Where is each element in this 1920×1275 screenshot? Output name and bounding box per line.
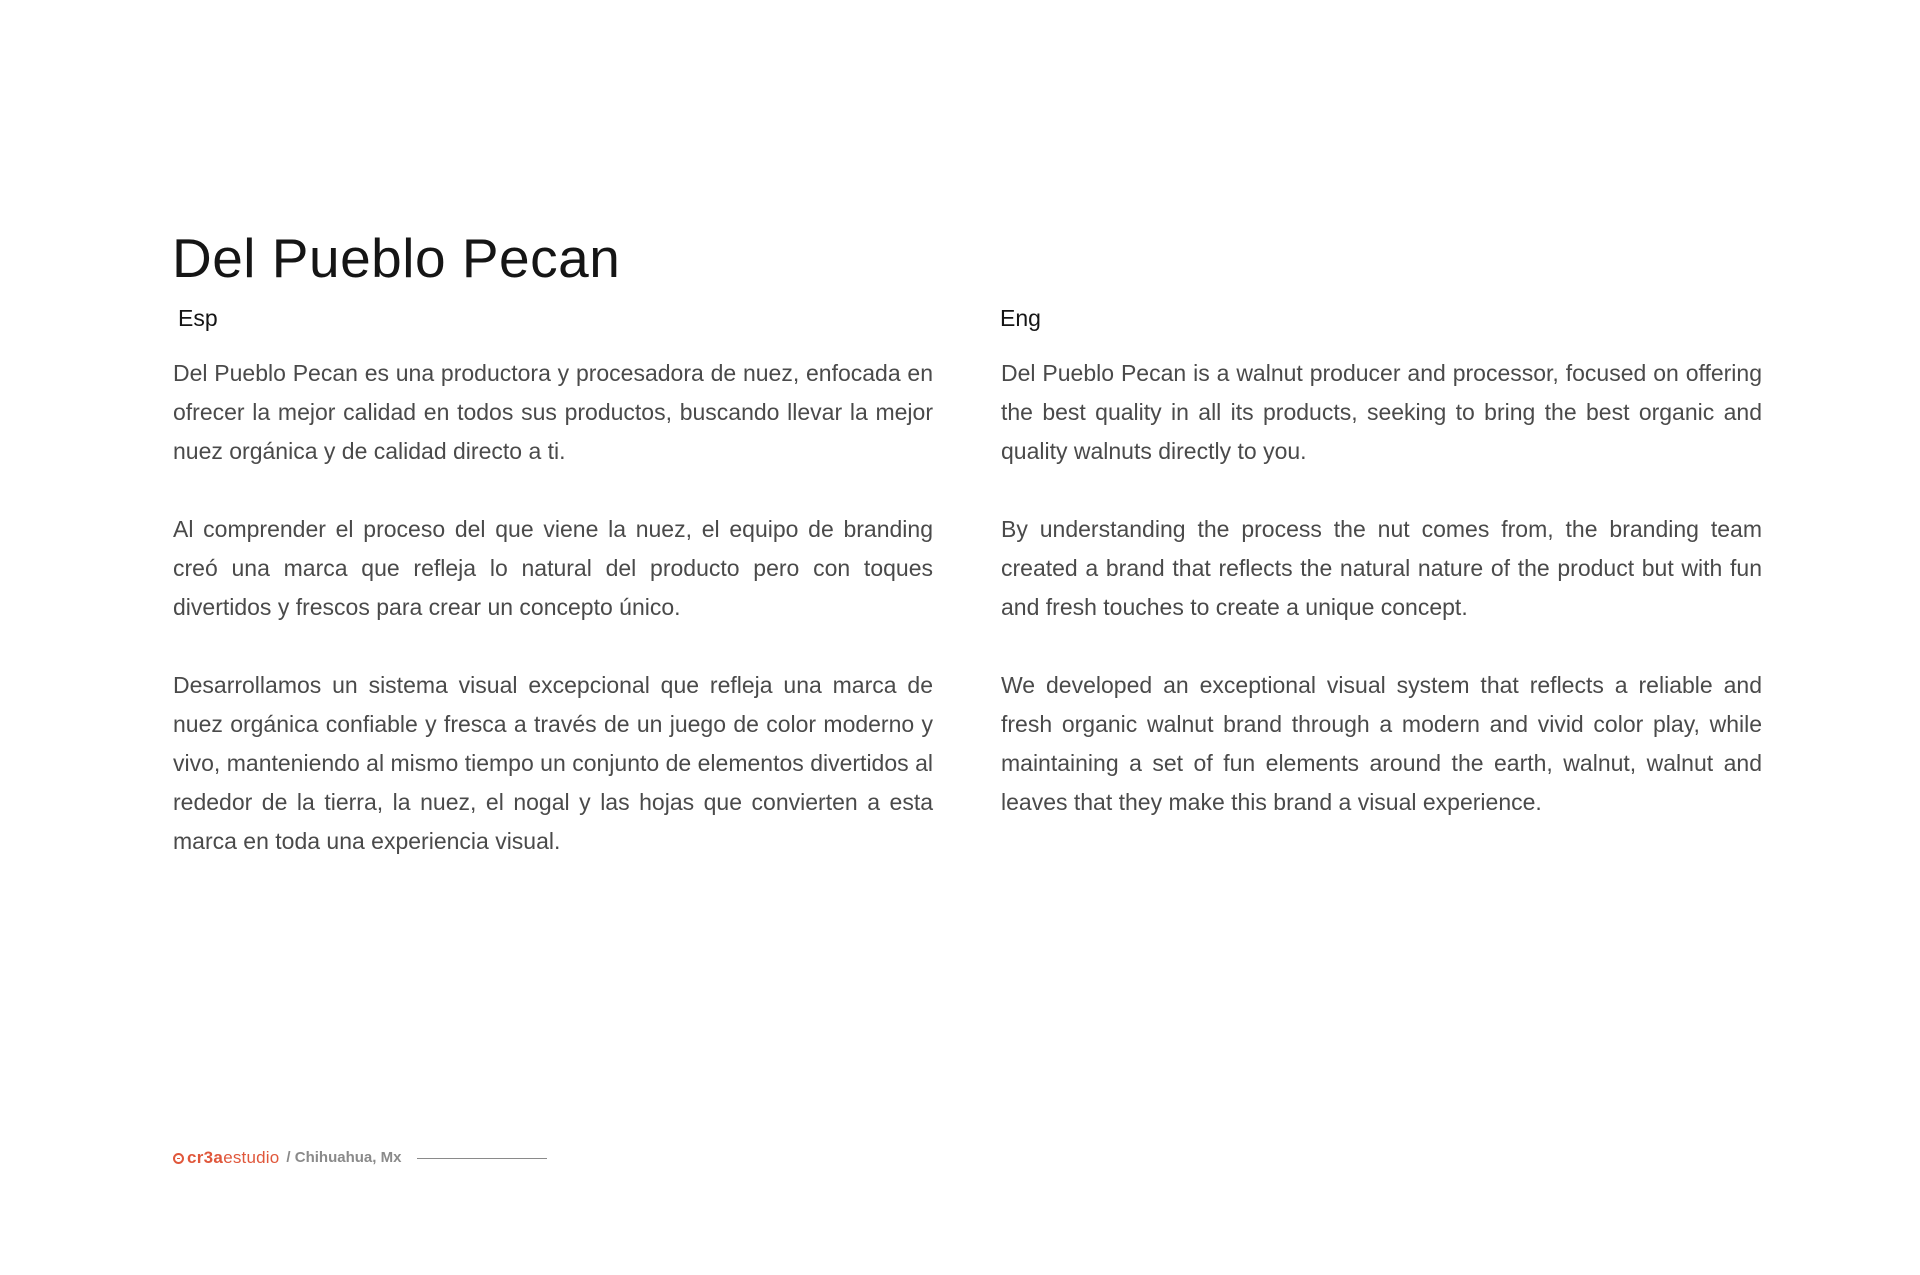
- english-label: Eng: [1000, 305, 1041, 331]
- footer: [173, 1148, 547, 1168]
- page-title: Del Pueblo Pecan: [172, 227, 621, 289]
- studio-logo-light: estudio: [223, 1148, 280, 1167]
- footer-divider-line: [417, 1158, 547, 1159]
- studio-logo-icon: [173, 1153, 184, 1164]
- footer-location: / Chihuahua, Mx: [286, 1149, 402, 1166]
- english-column: [1001, 303, 1762, 861]
- studio-logo: [173, 1148, 279, 1168]
- spanish-paragraph-3: Desarrollamos un sistema visual excepcional que refleja una marca de nuez orgánica confiable y fresca a través de un juego de color moderno y vivo, manteniendo al mismo tiempo un conjunto de elementos divertidos al rededor de la tierra, la nuez, el nogal y las hojas que convierten a esta marca en toda una experiencia visual.: [173, 672, 933, 854]
- spanish-label: Esp: [178, 305, 218, 331]
- spanish-paragraph-2: Al comprender el proceso del que viene la nuez, el equipo de branding creó una marca que refleja lo natural del producto pero con toques divertidos y frescos para crear un concepto único.: [173, 516, 933, 620]
- spanish-column: [173, 303, 933, 900]
- english-paragraph-1: Del Pueblo Pecan is a walnut producer and processor, focused on offering the best quality in all its products, seeking to bring the best organic and quality walnuts directly to you.: [1001, 360, 1762, 464]
- english-paragraph-2: By understanding the process the nut comes from, the branding team created a brand that reflects the natural nature of the product but with fun and fresh touches to create a unique concept.: [1001, 516, 1762, 620]
- english-paragraph-3: We developed an exceptional visual system that reflects a reliable and fresh organic walnut brand through a modern and vivid color play, while maintaining a set of fun elements around the earth, walnut, walnut and leaves that they make this brand a visual experience.: [1001, 672, 1762, 815]
- studio-logo-bold: cr3a: [187, 1148, 224, 1167]
- spanish-paragraph-1: Del Pueblo Pecan es una productora y procesadora de nuez, enfocada en ofrecer la mejor calidad en todos sus productos, buscando llevar la mejor nuez orgánica y de calidad directo a ti.: [173, 360, 933, 464]
